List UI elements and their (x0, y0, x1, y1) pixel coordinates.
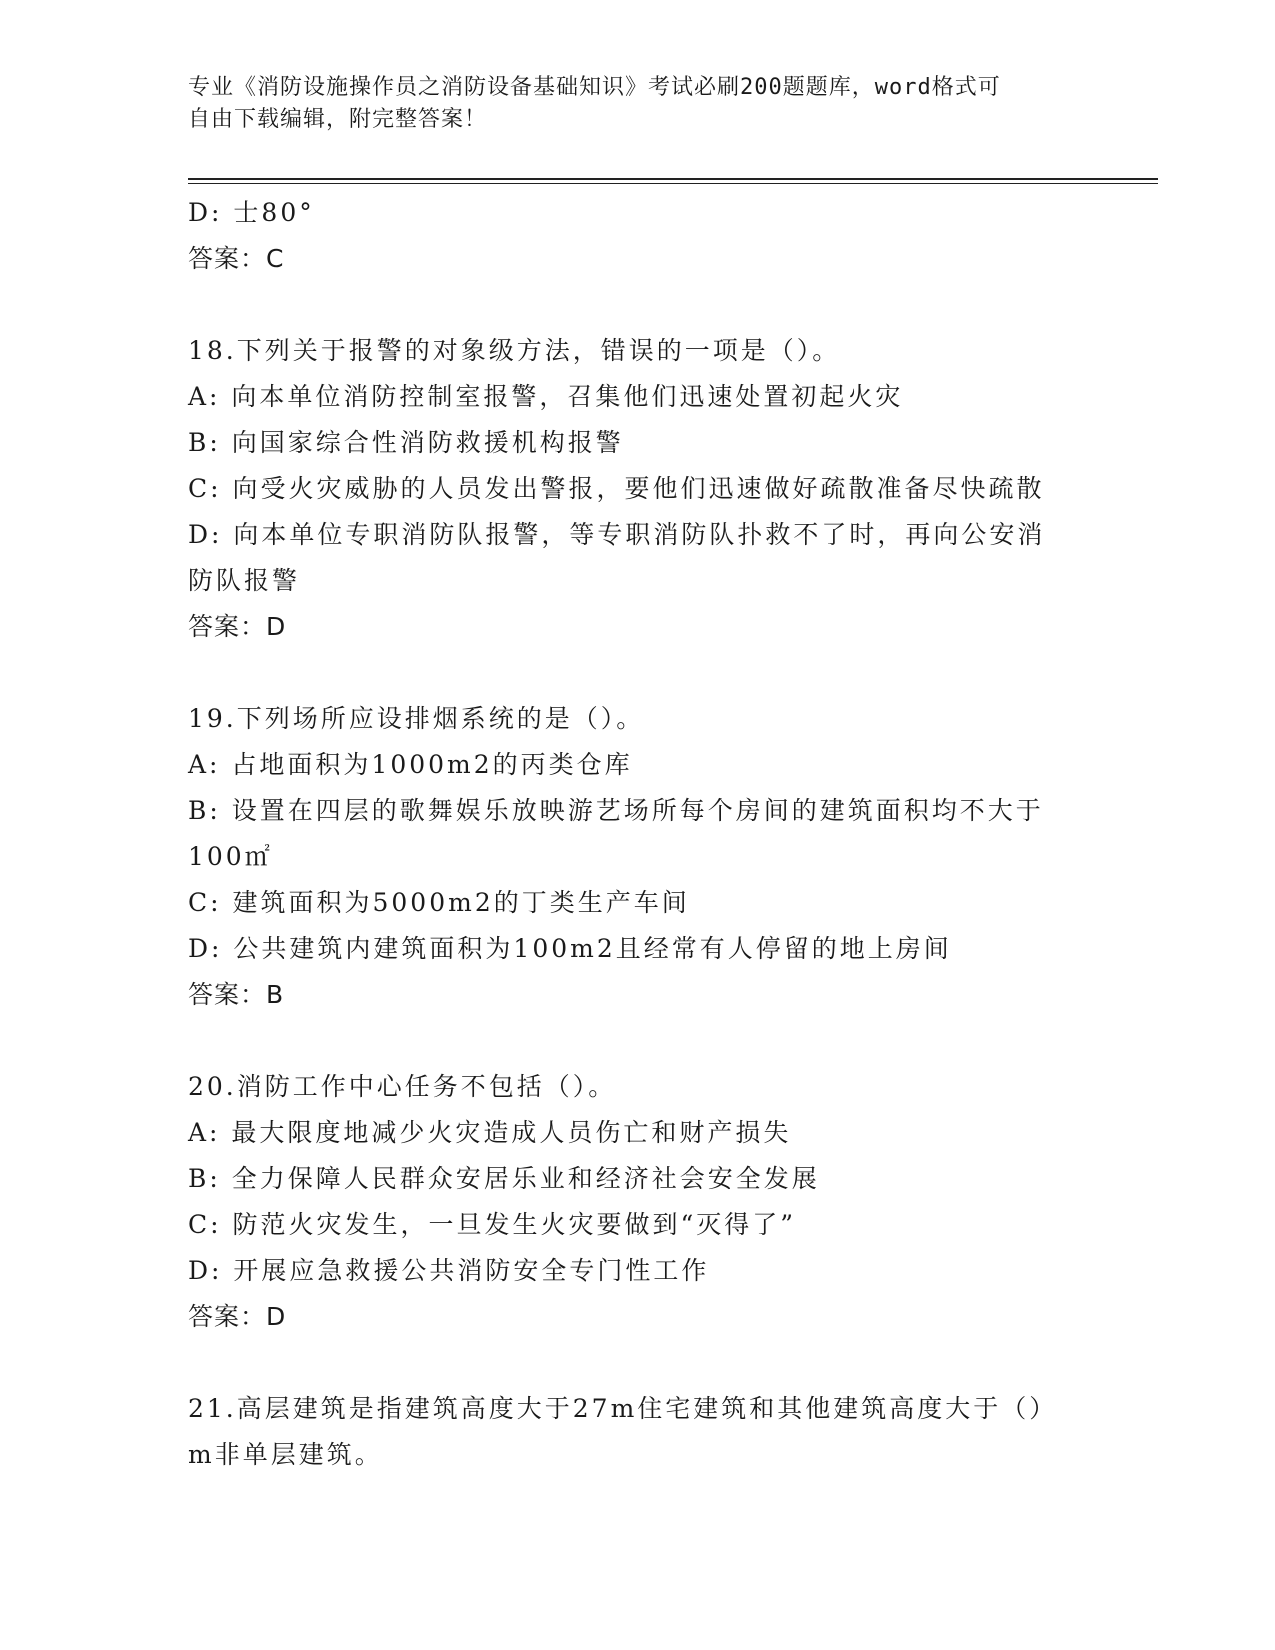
question-stem-continued: m非单层建筑。 (188, 1440, 383, 1469)
option-a: A: 向本单位消防控制室报警，召集他们迅速处置初起火灾 (188, 382, 904, 411)
question-stem: 19.下列场所应设排烟系统的是（）。 (188, 704, 645, 733)
header-divider-thin (188, 183, 1158, 184)
document-body (188, 190, 1088, 1478)
answer-line: 答案：C (188, 244, 285, 273)
option-c: C: 建筑面积为5000m2的丁类生产车间 (188, 888, 690, 917)
option-b: B: 向国家综合性消防救援机构报警 (188, 428, 624, 457)
question-17-tail (188, 190, 1088, 282)
answer-line: 答案：B (188, 980, 285, 1009)
option-a: A: 占地面积为1000m2的丙类仓库 (188, 750, 633, 779)
option-d: D: 开展应急救援公共消防安全专门性工作 (188, 1256, 710, 1285)
option-c: C: 防范火灾发生，一旦发生火灾要做到“灭得了” (188, 1210, 797, 1239)
option-a: A: 最大限度地减少火灾造成人员伤亡和财产损失 (188, 1118, 792, 1147)
question-21 (188, 1386, 1088, 1478)
header-divider-thick (188, 178, 1158, 180)
document-header (188, 72, 1068, 136)
header-line-1: 专业《消防设施操作员之消防设备基础知识》考试必刷200题题库，word格式可 (188, 75, 1001, 100)
question-stem: 20.消防工作中心任务不包括（）。 (188, 1072, 617, 1101)
question-stem: 21.高层建筑是指建筑高度大于27m住宅建筑和其他建筑高度大于（） (188, 1394, 1058, 1423)
option-d-continued: 防队报警 (188, 566, 301, 595)
answer-line: 答案：D (188, 612, 287, 641)
option-c: C: 向受火灾威胁的人员发出警报，要他们迅速做好疏散准备尽快疏散 (188, 474, 1045, 503)
option-d: D: 公共建筑内建筑面积为100m2且经常有人停留的地上房间 (188, 934, 952, 963)
question-19 (188, 696, 1088, 1018)
answer-line: 答案：D (188, 1302, 287, 1331)
option-b-continued: 100㎡ (188, 842, 273, 871)
spacer (188, 1018, 1088, 1064)
option-b: B: 设置在四层的歌舞娱乐放映游艺场所每个房间的建筑面积均不大于 (188, 796, 1044, 825)
option-d: D: 向本单位专职消防队报警，等专职消防队扑救不了时，再向公安消 (188, 520, 1046, 549)
header-line-2: 自由下载编辑，附完整答案！ (188, 107, 488, 132)
spacer (188, 1340, 1088, 1386)
option-b: B: 全力保障人民群众安居乐业和经济社会安全发展 (188, 1164, 820, 1193)
option-d: D: 士80° (188, 198, 315, 227)
question-18 (188, 328, 1088, 650)
question-stem: 18.下列关于报警的对象级方法，错误的一项是（）。 (188, 336, 841, 365)
spacer (188, 282, 1088, 328)
spacer (188, 650, 1088, 696)
question-20 (188, 1064, 1088, 1340)
